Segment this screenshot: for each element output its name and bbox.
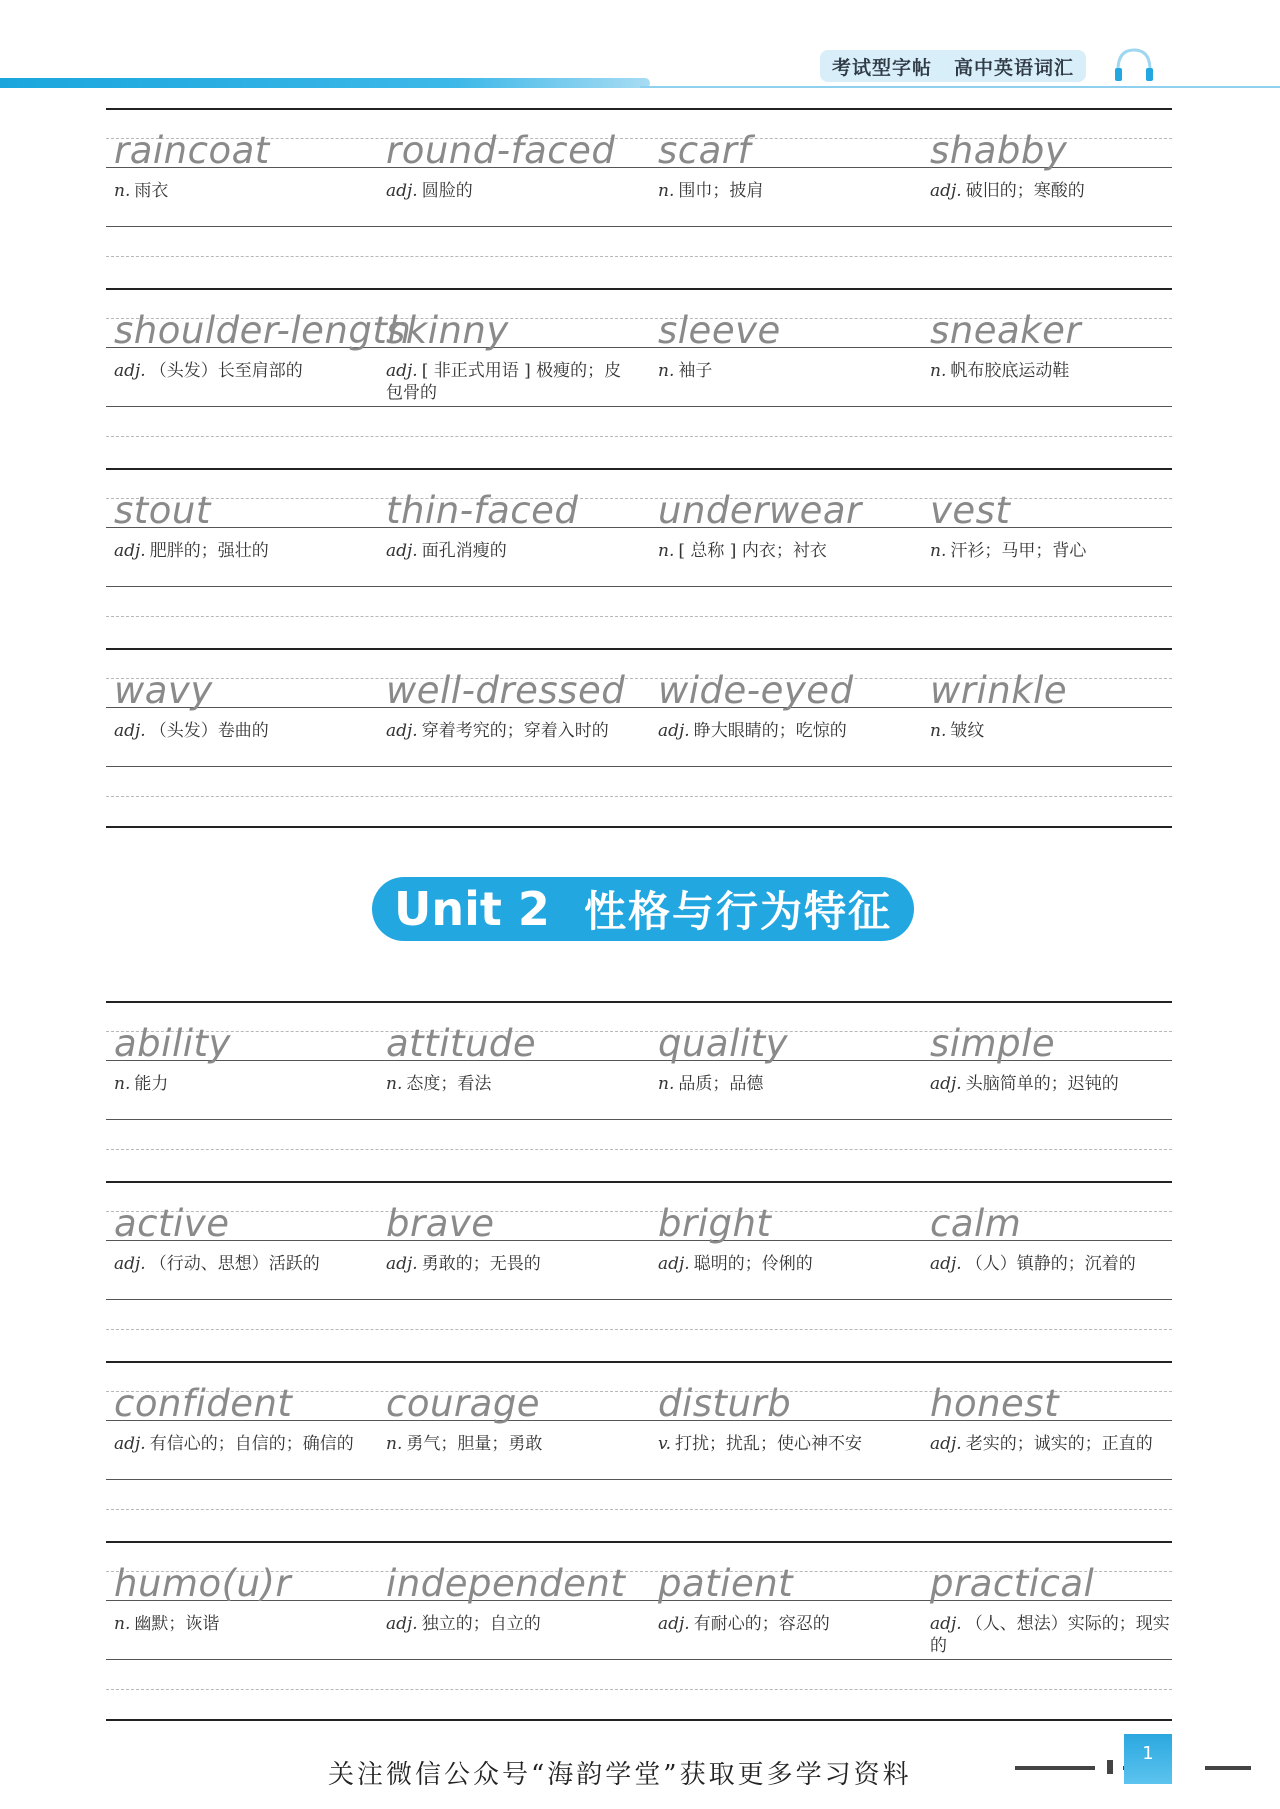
part-of-speech: n. bbox=[114, 181, 131, 201]
part-of-speech: adj. bbox=[930, 1074, 962, 1094]
word-definition bbox=[930, 1073, 1180, 1095]
trace-word: sneaker bbox=[930, 309, 1082, 352]
part-of-speech: n. bbox=[658, 361, 675, 381]
word-definition bbox=[930, 540, 1180, 562]
part-of-speech: v. bbox=[658, 1434, 671, 1454]
part-of-speech: n. bbox=[658, 1074, 675, 1094]
part-of-speech: adj. bbox=[930, 1254, 962, 1274]
practice-block-1 bbox=[106, 108, 1172, 828]
trace-word: quality bbox=[658, 1022, 789, 1065]
trace-word: disturb bbox=[658, 1382, 792, 1425]
trace-word: wavy bbox=[114, 669, 213, 712]
guide-line bbox=[106, 766, 1172, 767]
part-of-speech: adj. bbox=[658, 1614, 690, 1634]
meaning-text: 面孔消瘦的 bbox=[421, 541, 507, 561]
part-of-speech: n. bbox=[930, 541, 947, 561]
meaning-text: 聪明的；伶俐的 bbox=[693, 1254, 813, 1274]
guide-line bbox=[106, 1001, 1172, 1003]
meaning-text: 有耐心的；容忍的 bbox=[693, 1614, 830, 1634]
trace-word: vest bbox=[930, 489, 1011, 532]
part-of-speech: adj. bbox=[930, 1434, 962, 1454]
trace-word: round-faced bbox=[386, 129, 616, 172]
trace-word: calm bbox=[930, 1202, 1022, 1245]
guide-line bbox=[106, 226, 1172, 227]
word-definition bbox=[386, 1253, 636, 1275]
part-of-speech: n. bbox=[386, 1074, 403, 1094]
meaning-text: （行动、思想）活跃的 bbox=[149, 1254, 320, 1274]
guide-line bbox=[106, 288, 1172, 290]
word-definition bbox=[114, 1073, 364, 1095]
meaning-text: 态度；看法 bbox=[406, 1074, 492, 1094]
word-definition bbox=[658, 180, 908, 202]
word-definition bbox=[930, 1253, 1180, 1275]
guide-line bbox=[106, 1361, 1172, 1363]
part-of-speech: adj. bbox=[386, 541, 418, 561]
practice-block-2 bbox=[106, 1001, 1172, 1721]
part-of-speech: n. bbox=[114, 1074, 131, 1094]
meaning-text: 汗衫；马甲；背心 bbox=[950, 541, 1087, 561]
meaning-text: 睁大眼睛的；吃惊的 bbox=[693, 721, 847, 741]
guide-line bbox=[106, 616, 1172, 617]
guide-line bbox=[106, 586, 1172, 587]
word-definition bbox=[114, 720, 364, 742]
word-definition bbox=[114, 540, 364, 562]
meaning-text: 独立的；自立的 bbox=[421, 1614, 541, 1634]
guide-line bbox=[106, 1299, 1172, 1300]
meaning-text: 能力 bbox=[134, 1074, 169, 1094]
word-definition bbox=[658, 1433, 908, 1455]
unit-banner bbox=[372, 877, 914, 941]
word-definition bbox=[930, 360, 1180, 382]
guide-line bbox=[106, 256, 1172, 257]
meaning-text: 品质；品德 bbox=[678, 1074, 764, 1094]
guide-line bbox=[106, 1479, 1172, 1480]
word-definition bbox=[658, 1613, 908, 1635]
trace-word: shoulder-length bbox=[114, 309, 412, 352]
word-definition bbox=[114, 1433, 364, 1455]
guide-line bbox=[106, 1541, 1172, 1543]
meaning-text: 破旧的；寒酸的 bbox=[965, 181, 1085, 201]
trace-word: independent bbox=[386, 1562, 626, 1605]
trace-word: confident bbox=[114, 1382, 293, 1425]
trace-word: skinny bbox=[386, 309, 509, 352]
header-tag bbox=[820, 50, 1086, 82]
trace-word: humo(u)r bbox=[114, 1562, 292, 1605]
part-of-speech: adj. bbox=[386, 1614, 418, 1634]
word-definition bbox=[658, 540, 908, 562]
footer-promo: 关注微信公众号“海韵学堂”获取更多学习资料 bbox=[328, 1760, 912, 1790]
meaning-text: [ 非正式用语 ] 极瘦的；皮包骨的 bbox=[386, 361, 622, 404]
guide-line bbox=[106, 648, 1172, 650]
word-definition bbox=[386, 360, 636, 404]
part-of-speech: adj. bbox=[114, 1254, 146, 1274]
word-definition bbox=[658, 360, 908, 382]
word-definition bbox=[114, 1613, 364, 1635]
word-definition bbox=[386, 180, 636, 202]
page-number: 1 bbox=[1124, 1734, 1172, 1784]
part-of-speech: adj. bbox=[114, 1434, 146, 1454]
unit-number: Unit 2 bbox=[394, 882, 550, 936]
trace-word: active bbox=[114, 1202, 230, 1245]
guide-line bbox=[106, 1509, 1172, 1510]
part-of-speech: adj. bbox=[114, 541, 146, 561]
meaning-text: 穿着考究的；穿着入时的 bbox=[421, 721, 609, 741]
trace-word: practical bbox=[930, 1562, 1095, 1605]
word-definition bbox=[658, 720, 908, 742]
meaning-text: （头发）卷曲的 bbox=[149, 721, 269, 741]
meaning-text: 袖子 bbox=[678, 361, 713, 381]
meaning-text: 有信心的；自信的；确信的 bbox=[149, 1434, 354, 1454]
meaning-text: 勇敢的；无畏的 bbox=[421, 1254, 541, 1274]
part-of-speech: adj. bbox=[658, 721, 690, 741]
trace-word: courage bbox=[386, 1382, 541, 1425]
part-of-speech: n. bbox=[114, 1614, 131, 1634]
trace-word: well-dressed bbox=[386, 669, 626, 712]
meaning-text: 圆脸的 bbox=[421, 181, 473, 201]
word-definition bbox=[930, 720, 1180, 742]
guide-line bbox=[106, 1149, 1172, 1150]
part-of-speech: adj. bbox=[930, 181, 962, 201]
word-definition bbox=[114, 1253, 364, 1275]
part-of-speech: adj. bbox=[386, 721, 418, 741]
trace-word: ability bbox=[114, 1022, 231, 1065]
guide-line bbox=[106, 1181, 1172, 1183]
book-type: 考试型字帖 bbox=[832, 56, 933, 79]
trace-word: raincoat bbox=[114, 129, 270, 172]
word-definition bbox=[930, 1613, 1180, 1657]
trace-word: patient bbox=[658, 1562, 794, 1605]
part-of-speech: adj. bbox=[386, 1254, 418, 1274]
guide-line bbox=[106, 436, 1172, 437]
trace-word: brave bbox=[386, 1202, 495, 1245]
guide-line bbox=[106, 468, 1172, 470]
unit-title: 性格与行为特征 bbox=[583, 887, 892, 936]
trace-word: underwear bbox=[658, 489, 862, 532]
meaning-text: 肥胖的；强壮的 bbox=[149, 541, 269, 561]
part-of-speech: n. bbox=[930, 361, 947, 381]
part-of-speech: n. bbox=[930, 721, 947, 741]
guide-line bbox=[106, 1689, 1172, 1690]
guide-line bbox=[106, 1119, 1172, 1120]
word-definition bbox=[386, 1613, 636, 1635]
header-rule bbox=[640, 86, 1280, 88]
guide-line bbox=[106, 406, 1172, 407]
part-of-speech: adj. bbox=[114, 361, 146, 381]
trace-word: wide-eyed bbox=[658, 669, 854, 712]
meaning-text: 围巾；披肩 bbox=[678, 181, 764, 201]
trace-word: thin-faced bbox=[386, 489, 579, 532]
part-of-speech: n. bbox=[658, 181, 675, 201]
meaning-text: [ 总称 ] 内衣；衬衣 bbox=[678, 541, 827, 561]
meaning-text: 老实的；诚实的；正直的 bbox=[965, 1434, 1153, 1454]
trace-word: bright bbox=[658, 1202, 772, 1245]
word-definition bbox=[658, 1253, 908, 1275]
meaning-text: 雨衣 bbox=[134, 181, 169, 201]
trace-word: scarf bbox=[658, 129, 752, 172]
meaning-text: 皱纹 bbox=[950, 721, 985, 741]
meaning-text: （人、想法）实际的；现实的 bbox=[930, 1614, 1170, 1657]
part-of-speech: adj. bbox=[386, 361, 418, 381]
meaning-text: 幽默；诙谐 bbox=[134, 1614, 220, 1634]
word-definition bbox=[930, 1433, 1180, 1455]
trace-word: stout bbox=[114, 489, 211, 532]
guide-line bbox=[106, 1659, 1172, 1660]
header-band bbox=[0, 78, 650, 88]
part-of-speech: adj. bbox=[930, 1614, 962, 1634]
block-bottom-line bbox=[106, 1719, 1172, 1721]
block-bottom-line bbox=[106, 826, 1172, 828]
guide-line bbox=[106, 527, 1172, 528]
trace-word: shabby bbox=[930, 129, 1068, 172]
headphones-icon bbox=[1112, 44, 1156, 84]
trace-word: wrinkle bbox=[930, 669, 1068, 712]
guide-line bbox=[106, 1329, 1172, 1330]
word-definition bbox=[386, 720, 636, 742]
guide-line bbox=[106, 108, 1172, 110]
meaning-text: 打扰；扰乱；使心神不安 bbox=[675, 1434, 862, 1454]
part-of-speech: n. bbox=[658, 541, 675, 561]
word-definition bbox=[386, 1073, 636, 1095]
part-of-speech: n. bbox=[386, 1434, 403, 1454]
book-title: 高中英语词汇 bbox=[954, 56, 1075, 79]
word-definition bbox=[930, 180, 1180, 202]
meaning-text: 帆布胶底运动鞋 bbox=[950, 361, 1070, 381]
meaning-text: 头脑简单的；迟钝的 bbox=[965, 1074, 1119, 1094]
guide-line bbox=[106, 796, 1172, 797]
meaning-text: （头发）长至肩部的 bbox=[149, 361, 303, 381]
part-of-speech: adj. bbox=[386, 181, 418, 201]
word-definition bbox=[114, 180, 364, 202]
meaning-text: （人）镇静的；沉着的 bbox=[965, 1254, 1136, 1274]
trace-word: attitude bbox=[386, 1022, 537, 1065]
part-of-speech: adj. bbox=[658, 1254, 690, 1274]
trace-word: simple bbox=[930, 1022, 1056, 1065]
word-definition bbox=[386, 540, 636, 562]
meaning-text: 勇气；胆量；勇敢 bbox=[406, 1434, 543, 1454]
guide-line bbox=[106, 498, 1172, 499]
trace-word: sleeve bbox=[658, 309, 781, 352]
part-of-speech: adj. bbox=[114, 721, 146, 741]
word-definition bbox=[114, 360, 364, 382]
word-definition bbox=[386, 1433, 636, 1455]
word-definition bbox=[658, 1073, 908, 1095]
trace-word: honest bbox=[930, 1382, 1060, 1425]
